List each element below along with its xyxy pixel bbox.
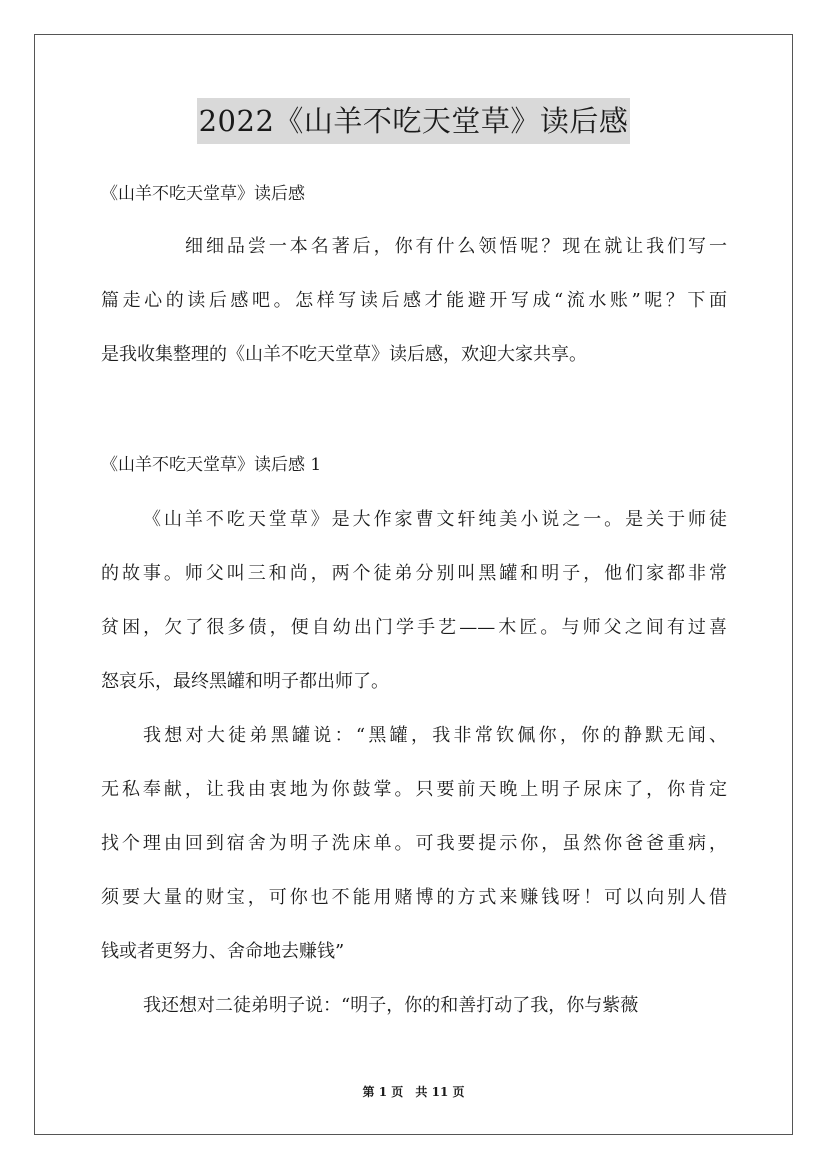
- paragraph-line: 我想对大徒弟黑罐说：“黑罐，我非常钦佩你，你的静默无闻、: [143, 725, 727, 746]
- paragraph-line: 的故事。师父叫三和尚，两个徒弟分别叫黑罐和明子，他们家都非常: [101, 563, 727, 584]
- section-heading-essay-1: 《山羊不吃天堂草》读后感 1: [101, 455, 322, 475]
- essay-paragraph-2: [101, 709, 727, 979]
- intro-paragraph: [101, 220, 727, 382]
- paragraph-line: 找个理由回到宿舍为明子洗床单。可我要提示你，虽然你爸爸重病，: [101, 833, 727, 854]
- paragraph-line: 无私奉献，让我由衷地为你鼓掌。只要前天晚上明子尿床了，你肯定: [101, 779, 727, 800]
- paragraph-line: 篇走心的读后感吧。怎样写读后感才能避开写成“流水账”呢？下面: [101, 290, 727, 311]
- document-title-text: 2022《山羊不吃天堂草》读后感: [197, 98, 631, 144]
- paragraph-line: 《山羊不吃天堂草》是大作家曹文轩纯美小说之一。是关于师徒: [143, 509, 727, 530]
- page-total: 共 11 页: [415, 1085, 465, 1099]
- section-heading-intro: 《山羊不吃天堂草》读后感: [101, 184, 305, 204]
- document-title: [0, 98, 827, 144]
- essay-paragraph-3: [101, 979, 727, 1033]
- paragraph-line: 是我收集整理的《山羊不吃天堂草》读后感，欢迎大家共享。: [101, 344, 587, 365]
- paragraph-line: 细细品尝一本名著后，你有什么领悟呢？现在就让我们写一: [185, 236, 727, 257]
- paragraph-line: 须要大量的财宝，可你也不能用赌博的方式来赚钱呀！可以向别人借: [101, 887, 727, 908]
- paragraph-line: 贫困，欠了很多债，便自幼出门学手艺——木匠。与师父之间有过喜: [101, 617, 727, 638]
- paragraph-line: 我还想对二徒弟明子说：“明子，你的和善打动了我，你与紫薇: [143, 995, 639, 1016]
- paragraph-line: 怒哀乐，最终黑罐和明子都出师了。: [101, 671, 389, 692]
- page-number: 第 1 页: [362, 1085, 404, 1099]
- paragraph-line: 钱或者更努力、舍命地去赚钱”: [101, 941, 345, 962]
- page-footer: [0, 1083, 827, 1100]
- essay-paragraph-1: [101, 493, 727, 709]
